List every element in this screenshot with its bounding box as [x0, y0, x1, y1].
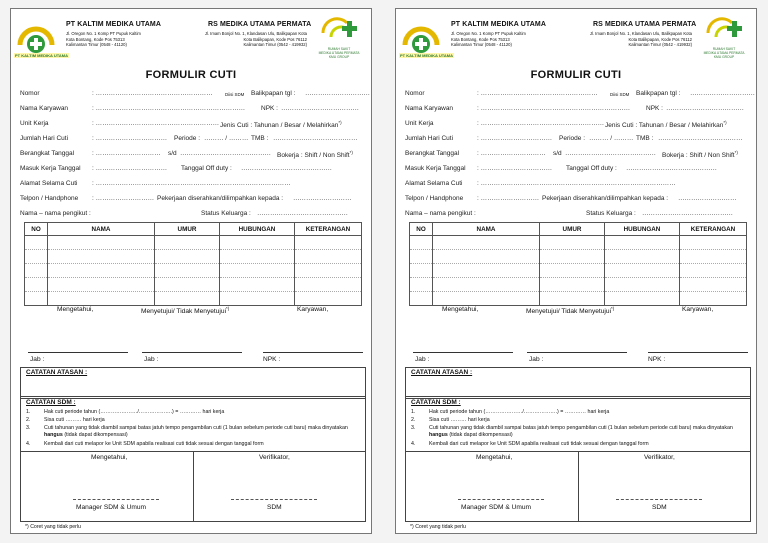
company-left-address — [451, 31, 526, 48]
note-text: Sisa cuti ……… hari kerja — [44, 417, 105, 423]
menyetujui-label — [141, 306, 229, 315]
address-line: Jl. Oregon No. 1 Komp PT Pupuk Kaltim — [451, 31, 526, 36]
address-line: Kota Bontang, Kode Pos 75313 — [451, 36, 510, 42]
address-line: Kota Balikpapan, Kode Pos 76112 — [243, 36, 307, 42]
address-line: Jl. Imam Bonjol No. 1, Klandasan Ulu, Balikpapan Kota — [204, 31, 307, 36]
note-item — [411, 441, 739, 448]
note-text: Hak cuti periode tahun (…………………/……………….) = ………… hari kerja — [429, 409, 610, 415]
mengetahui-label: Mengetahui, — [442, 306, 479, 313]
footnote-mark: *) — [734, 150, 738, 155]
nomor-field[interactable]: : ……………………………………………… — [477, 90, 598, 97]
catatan-atasan-heading: CATATAN ATASAN : — [26, 369, 88, 376]
label-unit-kerja: Unit Kerja — [20, 120, 49, 127]
telpon-field[interactable]: : ……………………… — [477, 195, 540, 202]
npk-sign-label: NPK : — [648, 356, 666, 363]
rsmup-logo-caption — [313, 47, 365, 59]
note-text — [429, 425, 739, 439]
label-masuk-kerja: Masuk Kerja Tanggal — [405, 165, 466, 172]
rsmup-logo-caption — [698, 47, 750, 59]
label-berangkat: Berangkat Tanggal — [405, 150, 460, 157]
footnote: *) Coret yang tidak perlu — [410, 524, 466, 530]
caption-line: KMU GROUP — [328, 55, 350, 60]
catatan-atasan-box[interactable] — [20, 367, 366, 399]
address-line: Kalimantan Timur (0542 - 419932) — [243, 42, 307, 48]
col-no: NO — [25, 223, 48, 236]
catatan-sdm-heading: CATATAN SDM : — [26, 399, 76, 406]
label-nama-karyawan: Nama Karyawan — [20, 105, 69, 112]
table-row[interactable] — [410, 278, 747, 292]
note-number: 2. — [411, 417, 416, 423]
balikpapan-tgl-field[interactable]: ………………………… — [305, 90, 370, 97]
bokerja-options[interactable] — [277, 150, 353, 159]
tmb-field[interactable]: ………………………………… — [658, 135, 743, 142]
signature-line-karyawan[interactable] — [648, 352, 748, 353]
address-line: Kota Balikpapan, Kode Pos 76112 — [628, 36, 692, 42]
label-jumlah-hari: Jumlah Hari Cuti — [405, 135, 454, 142]
label-jumlah-hari: Jumlah Hari Cuti — [20, 135, 69, 142]
pekerjaan-label: Pekerjaan diserahkan/dilimpahkan kepada : — [542, 195, 669, 202]
company-right-name: RS MEDIKA UTAMA PERMATA — [593, 21, 697, 28]
sdm-label: SDM — [267, 504, 282, 511]
note-text: Sisa cuti ……… hari kerja — [429, 417, 490, 423]
tanggal-off-field[interactable]: …………………………………… — [241, 165, 332, 172]
note-number: 4. — [26, 441, 31, 447]
label-nama-karyawan: Nama Karyawan — [405, 105, 454, 112]
tmb-field[interactable]: ………………………………… — [273, 135, 358, 142]
table-header-row — [25, 223, 362, 236]
note-item — [411, 425, 739, 439]
sd-field[interactable]: …………………………………… — [565, 150, 656, 157]
table-header-row — [410, 223, 747, 236]
table-row[interactable] — [25, 236, 362, 250]
footnote: *) Coret yang tidak perlu — [25, 524, 81, 530]
address-line: Kalimantan Timur (0548 - 41120) — [451, 42, 512, 48]
footnote-mark: *) — [611, 306, 615, 311]
alamat-field[interactable]: : ……………………………………………………………………………… — [92, 180, 291, 187]
col-no: NO — [410, 223, 433, 236]
masuk-kerja-field[interactable]: : …………………………… — [92, 165, 168, 172]
col-hubungan: HUBUNGAN — [220, 223, 295, 236]
telpon-field[interactable]: : ……………………… — [92, 195, 155, 202]
note-number: 4. — [411, 441, 416, 447]
berangkat-field[interactable]: : ………………………… — [92, 150, 161, 157]
footnote-mark: *) — [349, 150, 353, 155]
company-left-name: PT KALTIM MEDIKA UTAMA — [66, 21, 162, 28]
note-number: 3. — [411, 425, 416, 431]
bokerja-text: Bokerja : Shift / Non Shift — [662, 152, 735, 160]
masuk-kerja-field[interactable]: : …………………………… — [477, 165, 553, 172]
rsmup-logo — [317, 15, 361, 47]
diisi-sdm-note: Diisi SDM — [610, 92, 630, 97]
verification-divider-mid — [578, 451, 579, 521]
signature-line-menyetujui[interactable] — [142, 352, 242, 353]
signature-line-verifikator[interactable] — [616, 499, 702, 500]
table-row[interactable] — [410, 292, 747, 306]
address-line: Kalimantan Timur (0548 - 41120) — [66, 42, 127, 48]
table-row[interactable] — [25, 278, 362, 292]
col-nama: NAMA — [433, 223, 540, 236]
status-keluarga-label: Status Keluarga : — [586, 210, 636, 217]
pekerjaan-label: Pekerjaan diserahkan/dilimpahkan kepada : — [157, 195, 284, 202]
berangkat-field[interactable]: : ………………………… — [477, 150, 546, 157]
note-number: 3. — [26, 425, 31, 431]
address-line: Kota Bontang, Kode Pos 75313 — [66, 36, 125, 42]
company-right-name: RS MEDIKA UTAMA PERMATA — [208, 21, 312, 28]
form-sheet-right — [395, 8, 757, 534]
pekerjaan-field[interactable]: ……………………… — [293, 195, 352, 202]
bokerja-options[interactable] — [662, 150, 738, 159]
signature-line-verifikator[interactable] — [231, 499, 317, 500]
table-row[interactable] — [410, 250, 747, 264]
note-item — [411, 417, 739, 424]
jab-label-1: Jab : — [415, 356, 430, 363]
note-item — [26, 417, 354, 424]
npk-label: NPK : — [646, 105, 663, 112]
balikpapan-tgl-field[interactable]: ………………………… — [690, 90, 755, 97]
menyetujui-label — [526, 306, 614, 315]
note-item — [26, 441, 354, 448]
signature-line-karyawan[interactable] — [263, 352, 363, 353]
address-line: Kalimantan Timur (0542 - 419932) — [628, 42, 692, 48]
caption-line: RUMAH SAKIT — [327, 47, 351, 51]
address-line: Jl. Imam Bonjol No. 1, Klandasan Ulu, Balikpapan Kota — [589, 31, 692, 36]
periode-label: Periode : — [174, 135, 201, 142]
note-item — [411, 409, 739, 416]
status-keluarga-field[interactable]: …………………………………… — [257, 210, 348, 217]
col-keterangan: KETERANGAN — [680, 223, 747, 236]
label-alamat: Alamat Selama Cuti — [20, 180, 78, 187]
caption-line: MEDIKA UTAMA PERMATA — [318, 51, 360, 56]
footnote-mark: *) — [226, 306, 230, 311]
col-keterangan: KETERANGAN — [295, 223, 362, 236]
table-row[interactable] — [25, 292, 362, 306]
pengikut-table — [24, 222, 362, 306]
periode-field[interactable]: ……… / ……… — [204, 135, 249, 142]
note-number: 1. — [411, 409, 416, 415]
label-alamat: Alamat Selama Cuti — [405, 180, 463, 187]
note-text: Hak cuti periode tahun (…………………/……………….) = ………… hari kerja — [44, 409, 225, 415]
label-telpon: Telpon / Handphone — [405, 195, 464, 202]
note-number: 2. — [26, 417, 31, 423]
catatan-atasan-box[interactable] — [405, 367, 751, 399]
rsmup-logo — [702, 15, 746, 47]
unit-kerja-field[interactable]: : ………………………………………………… — [477, 120, 605, 127]
company-left-address — [66, 31, 141, 48]
form-title: FORMULIR CUTI — [145, 69, 237, 81]
label-telpon: Telpon / Handphone — [20, 195, 79, 202]
jumlah-hari-field[interactable]: : …………………………… — [477, 135, 553, 142]
footnote-mark: *) — [723, 120, 727, 125]
label-nomor: Nomor — [20, 90, 40, 97]
kmu-logo-caption: PT KALTIM MEDIKA UTAMA — [15, 53, 69, 58]
note-text-a: Cuti tahunan yang tidak diambil sampai batas jatuh tempo pengambilan cuti (1 bulan sebelum periode cuti baru) maka dinyatakan — [429, 425, 733, 431]
menyetujui-text: Menyetujui/ Tidak Menyetujui — [141, 308, 227, 316]
note-bold-word: hangus — [44, 432, 63, 438]
col-hubungan: HUBUNGAN — [605, 223, 680, 236]
company-right-address — [191, 31, 307, 48]
table-row[interactable] — [410, 264, 747, 278]
nomor-field[interactable]: : ……………………………………………… — [92, 90, 213, 97]
signature-line-manager[interactable] — [458, 499, 544, 500]
sd-label: s/d — [168, 150, 177, 157]
unit-kerja-field[interactable]: : ………………………………………………… — [92, 120, 220, 127]
npk-sign-label: NPK : — [263, 356, 281, 363]
table-row[interactable] — [25, 264, 362, 278]
mengetahui-label: Mengetahui, — [57, 306, 94, 313]
table-row[interactable] — [410, 236, 747, 250]
manager-sdm-label: Manager SDM & Umum — [461, 504, 531, 511]
periode-field[interactable]: ……… / ……… — [589, 135, 634, 142]
npk-label: NPK : — [261, 105, 278, 112]
col-umur: UMUR — [155, 223, 220, 236]
verif-mengetahui-label: Mengetahui, — [476, 454, 513, 461]
catatan-atasan-heading: CATATAN ATASAN : — [411, 369, 473, 376]
bokerja-text: Bokerja : Shift / Non Shift — [277, 152, 350, 160]
menyetujui-text: Menyetujui/ Tidak Menyetujui — [526, 308, 612, 316]
jumlah-hari-field[interactable]: : …………………………… — [92, 135, 168, 142]
signature-line-manager[interactable] — [73, 499, 159, 500]
alamat-field[interactable]: : ……………………………………………………………………………… — [477, 180, 676, 187]
note-text — [44, 425, 354, 439]
balikpapan-tgl-label: Balikpapan tgl : — [251, 90, 296, 97]
note-text: Kembali dari cuti melapor ke Unit SDM apabila realisasi cuti tidak sesuai dengan tanggal form — [429, 441, 649, 447]
note-text-b: (tidak dapat dikompensasi) — [62, 432, 128, 438]
table-row[interactable] — [25, 250, 362, 264]
sdm-label: SDM — [652, 504, 667, 511]
kmu-logo-caption: PT KALTIM MEDIKA UTAMA — [400, 53, 454, 58]
jenis-cuti-text: Jenis Cuti : Tahunan / Besar / Melahirkan — [605, 122, 724, 130]
company-right-address — [576, 31, 692, 48]
form-title: FORMULIR CUTI — [530, 69, 622, 81]
nama-karyawan-field[interactable]: : …………………………………………………………… — [92, 105, 246, 112]
verifikator-label: Verifikator, — [644, 454, 675, 461]
verif-mengetahui-label: Mengetahui, — [91, 454, 128, 461]
jenis-cuti-options[interactable] — [605, 120, 727, 129]
label-nama-pengikut: Nama – nama pengikut : — [405, 210, 476, 217]
npk-field[interactable]: ……………………………… — [666, 105, 744, 112]
status-keluarga-field[interactable]: …………………………………… — [642, 210, 733, 217]
pekerjaan-field[interactable]: ……………………… — [678, 195, 737, 202]
jenis-cuti-options[interactable] — [220, 120, 342, 129]
diisi-sdm-note: Diisi SDM — [225, 92, 245, 97]
tanggal-off-label: Tanggal Off duty : — [566, 165, 617, 172]
company-left-name: PT KALTIM MEDIKA UTAMA — [451, 21, 547, 28]
label-nama-pengikut: Nama – nama pengikut : — [20, 210, 91, 217]
label-nomor: Nomor — [405, 90, 425, 97]
col-umur: UMUR — [540, 223, 605, 236]
footnote-mark: *) — [338, 120, 342, 125]
jab-label-1: Jab : — [30, 356, 45, 363]
signature-line-mengetahui[interactable] — [28, 352, 128, 353]
note-bold-word: hangus — [429, 432, 448, 438]
caption-line: MEDIKA UTAMA PERMATA — [703, 51, 745, 56]
tmb-label: TMB : — [251, 135, 269, 142]
catatan-sdm-heading: CATATAN SDM : — [411, 399, 461, 406]
jenis-cuti-text: Jenis Cuti : Tahunan / Besar / Melahirkan — [220, 122, 339, 130]
address-line: Jl. Oregon No. 1 Komp PT Pupuk Kaltim — [66, 31, 141, 36]
note-number: 1. — [26, 409, 31, 415]
tanggal-off-field[interactable]: …………………………………… — [626, 165, 717, 172]
sd-label: s/d — [553, 150, 562, 157]
signature-line-mengetahui[interactable] — [413, 352, 513, 353]
jab-label-2: Jab : — [144, 356, 159, 363]
label-berangkat: Berangkat Tanggal — [20, 150, 75, 157]
periode-label: Periode : — [559, 135, 586, 142]
col-nama: NAMA — [48, 223, 155, 236]
manager-sdm-label: Manager SDM & Umum — [76, 504, 146, 511]
tanggal-off-label: Tanggal Off duty : — [181, 165, 232, 172]
sd-field[interactable]: …………………………………… — [180, 150, 271, 157]
note-text: Kembali dari cuti melapor ke Unit SDM apabila realisasi cuti tidak sesuai dengan tanggal form — [44, 441, 264, 447]
jab-label-2: Jab : — [529, 356, 544, 363]
verification-divider-mid — [193, 451, 194, 521]
pengikut-table — [409, 222, 747, 306]
catatan-sdm-box — [20, 396, 366, 522]
note-item — [26, 409, 354, 416]
catatan-sdm-box — [405, 396, 751, 522]
signature-line-menyetujui[interactable] — [527, 352, 627, 353]
karyawan-label: Karyawan, — [682, 306, 714, 313]
status-keluarga-label: Status Keluarga : — [201, 210, 251, 217]
note-item — [26, 425, 354, 439]
balikpapan-tgl-label: Balikpapan tgl : — [636, 90, 681, 97]
form-sheet-left — [10, 8, 372, 534]
npk-field[interactable]: ……………………………… — [281, 105, 359, 112]
caption-line: RUMAH SAKIT — [712, 47, 736, 51]
label-masuk-kerja: Masuk Kerja Tanggal — [20, 165, 81, 172]
note-text-a: Cuti tahunan yang tidak diambil sampai batas jatuh tempo pengambilan cuti (1 bulan sebelum periode cuti baru) maka dinyatakan — [44, 425, 348, 431]
verifikator-label: Verifikator, — [259, 454, 290, 461]
caption-line: KMU GROUP — [713, 55, 735, 60]
tmb-label: TMB : — [636, 135, 654, 142]
karyawan-label: Karyawan, — [297, 306, 329, 313]
label-unit-kerja: Unit Kerja — [405, 120, 434, 127]
note-text-b: (tidak dapat dikompensasi) — [447, 432, 513, 438]
nama-karyawan-field[interactable]: : …………………………………………………………… — [477, 105, 631, 112]
